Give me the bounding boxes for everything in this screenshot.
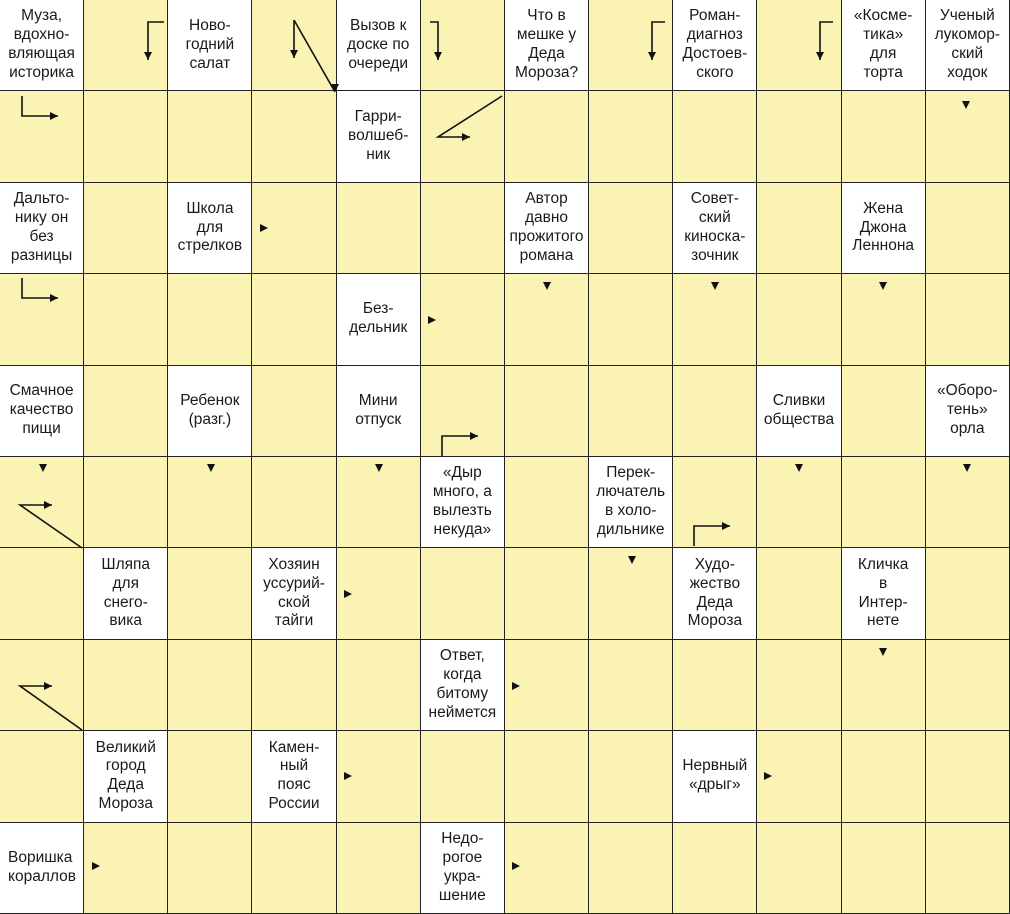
clue-cell [842, 183, 926, 274]
answer-cell[interactable] [337, 823, 421, 914]
answer-cell[interactable] [0, 274, 84, 365]
clue-text: Худо- жество Деда Мороза [687, 555, 743, 630]
answer-cell[interactable] [926, 91, 1010, 182]
answer-cell[interactable] [589, 640, 673, 731]
clue-cell [0, 366, 84, 457]
clue-text: Муза, вдохно- вляющая историка [8, 7, 75, 82]
clue-text: Хозяин уссурий- ской тайги [263, 555, 325, 630]
answer-cell[interactable] [589, 366, 673, 457]
clue-text: Совет- ский киноска- зочник [684, 190, 746, 264]
answer-cell[interactable] [757, 274, 841, 365]
clue-text: Без- дельник [349, 300, 408, 337]
clue-text: Что в мешке у Деда Мороза? [514, 7, 579, 82]
answer-cell[interactable] [252, 457, 336, 548]
answer-cell[interactable] [168, 91, 252, 182]
answer-cell[interactable] [505, 823, 589, 914]
clue-text: Жена Джона Леннона [852, 199, 914, 255]
answer-cell[interactable] [84, 823, 168, 914]
clue-text: «Оборо- тень» орла [937, 382, 998, 438]
answer-cell[interactable] [421, 0, 505, 91]
clue-cell [168, 366, 252, 457]
clue-cell [337, 91, 421, 182]
answer-cell[interactable] [673, 823, 757, 914]
answer-cell[interactable] [0, 457, 84, 548]
answer-cell[interactable] [673, 457, 757, 548]
clue-cell [337, 366, 421, 457]
answer-cell[interactable] [421, 731, 505, 822]
answer-cell[interactable] [673, 366, 757, 457]
clue-cell [168, 183, 252, 274]
clue-text: Нервный «дрыг» [682, 757, 748, 794]
answer-cell[interactable] [84, 183, 168, 274]
clue-cell [842, 0, 926, 91]
clue-cell [0, 823, 84, 914]
answer-cell[interactable] [842, 366, 926, 457]
clue-text: Шляпа для снего- вика [101, 555, 151, 630]
clue-text: «Дыр много, а вылезть некуда» [432, 464, 492, 539]
clue-cell [421, 457, 505, 548]
answer-cell[interactable] [337, 548, 421, 639]
clue-text: Недо- рогое укра- шение [438, 829, 486, 904]
answer-cell[interactable] [673, 274, 757, 365]
answer-cell[interactable] [0, 548, 84, 639]
answer-cell[interactable] [757, 0, 841, 91]
clue-text: Смачное качество пищи [9, 382, 74, 438]
answer-cell[interactable] [337, 731, 421, 822]
answer-cell[interactable] [505, 274, 589, 365]
clue-cell [252, 731, 336, 822]
clue-text: Ново- годний салат [185, 16, 235, 72]
answer-cell[interactable] [168, 274, 252, 365]
answer-cell[interactable] [926, 823, 1010, 914]
clue-cell [589, 457, 673, 548]
answer-cell[interactable] [757, 731, 841, 822]
clue-cell [842, 548, 926, 639]
answer-cell[interactable] [842, 457, 926, 548]
clue-text: Великий город Деда Мороза [95, 738, 156, 813]
answer-cell[interactable] [589, 823, 673, 914]
answer-cell[interactable] [84, 366, 168, 457]
answer-cell[interactable] [337, 183, 421, 274]
answer-cell[interactable] [84, 457, 168, 548]
clue-cell [673, 731, 757, 822]
answer-cell[interactable] [421, 366, 505, 457]
answer-cell[interactable] [168, 457, 252, 548]
answer-cell[interactable] [84, 0, 168, 91]
answer-cell[interactable] [757, 548, 841, 639]
answer-cell[interactable] [757, 823, 841, 914]
clue-cell [168, 0, 252, 91]
answer-cell[interactable] [168, 640, 252, 731]
clue-cell [505, 0, 589, 91]
clue-text: Вызов к доске по очереди [347, 16, 410, 72]
answer-cell[interactable] [842, 640, 926, 731]
answer-cell[interactable] [589, 91, 673, 182]
answer-cell[interactable] [168, 731, 252, 822]
clue-cell [673, 183, 757, 274]
clue-cell [673, 0, 757, 91]
answer-cell[interactable] [842, 91, 926, 182]
clue-text: Дальто- нику он без разницы [10, 190, 73, 264]
answer-cell[interactable] [842, 823, 926, 914]
answer-cell[interactable] [337, 457, 421, 548]
clue-cell [673, 548, 757, 639]
answer-cell[interactable] [421, 274, 505, 365]
answer-cell[interactable] [505, 640, 589, 731]
answer-cell[interactable] [168, 823, 252, 914]
clue-cell [926, 366, 1010, 457]
clue-cell [0, 0, 84, 91]
answer-cell[interactable] [505, 366, 589, 457]
clue-cell [421, 823, 505, 914]
clue-text: Камен- ный пояс России [268, 738, 320, 813]
answer-cell[interactable] [842, 731, 926, 822]
answer-cell[interactable] [757, 640, 841, 731]
clue-text: Школа для стрелков [177, 199, 243, 255]
clue-text: Ученый лукомор- ский ходок [934, 7, 1001, 82]
clue-cell [337, 274, 421, 365]
answer-cell[interactable] [252, 91, 336, 182]
answer-cell[interactable] [757, 183, 841, 274]
answer-cell[interactable] [589, 731, 673, 822]
answer-cell[interactable] [589, 183, 673, 274]
clue-text: Сливки общества [763, 391, 835, 428]
clue-cell [757, 366, 841, 457]
answer-cell[interactable] [337, 640, 421, 731]
answer-cell[interactable] [757, 457, 841, 548]
answer-cell[interactable] [926, 548, 1010, 639]
answer-cell[interactable] [589, 548, 673, 639]
clue-text: Автор давно прожитого романа [509, 190, 584, 264]
answer-cell[interactable] [926, 457, 1010, 548]
clue-text: Мини отпуск [355, 391, 402, 428]
clue-text: Роман- диагноз Достоев- ского [682, 7, 748, 82]
answer-cell[interactable] [505, 731, 589, 822]
clue-cell [84, 731, 168, 822]
answer-cell[interactable] [673, 640, 757, 731]
answer-cell[interactable] [252, 274, 336, 365]
clue-text: Воришка кораллов [8, 848, 76, 885]
answer-cell[interactable] [84, 274, 168, 365]
answer-cell[interactable] [84, 91, 168, 182]
clue-text: «Косме- тика» для торта [853, 7, 913, 82]
clue-text: Кличка в Интер- нете [857, 555, 909, 630]
answer-cell[interactable] [421, 183, 505, 274]
answer-cell[interactable] [926, 274, 1010, 365]
answer-cell[interactable] [505, 91, 589, 182]
answer-cell[interactable] [505, 548, 589, 639]
answer-cell[interactable] [842, 274, 926, 365]
answer-cell[interactable] [0, 91, 84, 182]
answer-cell[interactable] [926, 640, 1010, 731]
answer-cell[interactable] [252, 823, 336, 914]
answer-cell[interactable] [252, 183, 336, 274]
clue-cell [252, 548, 336, 639]
answer-cell[interactable] [252, 640, 336, 731]
answer-cell[interactable] [505, 457, 589, 548]
answer-cell[interactable] [673, 91, 757, 182]
answer-cell[interactable] [926, 183, 1010, 274]
clue-text: Гарри- волшеб- ник [348, 108, 409, 164]
clue-cell [0, 183, 84, 274]
clue-cell [337, 0, 421, 91]
answer-cell[interactable] [757, 91, 841, 182]
clue-text: Ребенок (разг.) [180, 391, 240, 428]
answer-cell[interactable] [589, 0, 673, 91]
answer-cell[interactable] [0, 731, 84, 822]
answer-cell[interactable] [168, 548, 252, 639]
clue-cell [505, 183, 589, 274]
answer-cell[interactable] [252, 366, 336, 457]
answer-cell[interactable] [421, 548, 505, 639]
answer-cell[interactable] [926, 731, 1010, 822]
clue-cell [926, 0, 1010, 91]
clue-cell [84, 548, 168, 639]
clue-text: Ответ, когда битому неймется [428, 647, 497, 721]
answer-cell[interactable] [421, 91, 505, 182]
clue-text: Перек- лючатель в холо- дильнике [596, 464, 666, 539]
answer-cell[interactable] [252, 0, 336, 91]
clue-cell [421, 640, 505, 731]
answer-cell[interactable] [589, 274, 673, 365]
answer-cell[interactable] [0, 640, 84, 731]
answer-cell[interactable] [84, 640, 168, 731]
